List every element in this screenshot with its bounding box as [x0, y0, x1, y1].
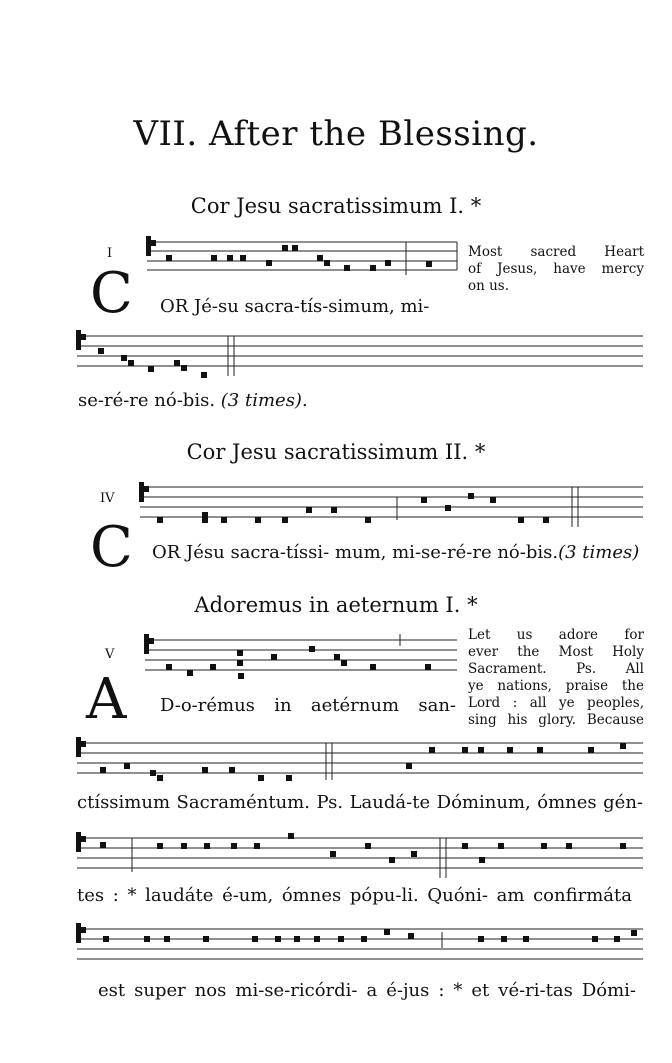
lyric-line-1-2 — [78, 390, 308, 411]
translation-3-line: Sacrament. Ps. All — [468, 661, 644, 677]
mode-number-3: V — [105, 647, 115, 662]
lyric-text: OR Jésu sacra-tíssi- mum, mi-se-ré-re nó-bis. — [152, 542, 559, 563]
translation-3-line: Let us adore for — [468, 627, 644, 643]
initial-letter-3: A — [86, 667, 127, 732]
mode-number-1: I — [107, 246, 113, 261]
translation-1 — [468, 244, 644, 295]
repeat-note: (3 times) — [558, 542, 640, 563]
translation-3-line: Lord : all ye peoples, — [468, 695, 644, 711]
chant-heading-1: Cor Jesu sacratissimum I. * — [190, 194, 482, 218]
chant-heading-2: Cor Jesu sacratissimum II. * — [186, 440, 486, 464]
lyric-line-3-2: ctíssimum Sacraméntum. Ps. Laudá-te Dóminum, ómnes gén- — [77, 792, 643, 813]
translation-1-line: on us. — [468, 278, 510, 294]
lyric-line-3-1: D-o-rémus in aetérnum san- — [160, 695, 456, 716]
translation-3-line: sing his glory. Because — [468, 712, 644, 728]
translation-1-line: Most sacred Heart — [468, 244, 644, 260]
repeat-note: (3 times). — [220, 390, 308, 411]
translation-3-line: ye nations, praise the — [468, 678, 644, 694]
lyric-line-3-4: est super nos mi-se-ricórdi- a é-jus : * et vé-ri-tas Dómi- — [98, 980, 636, 1001]
initial-letter-1: C — [90, 261, 133, 326]
initial-letter-2: C — [90, 515, 133, 580]
lyric-line-3-3: tes : * laudáte é-um, ómnes pópu-li. Quóni- am confirmáta — [77, 885, 632, 906]
translation-3-line: ever the Most Holy — [468, 644, 644, 660]
lyric-line-1-1: OR Jé-su sacra-tís-simum, mi- — [160, 296, 430, 317]
mode-number-2: IV — [100, 491, 115, 506]
translation-1-line: of Jesus, have mercy — [468, 261, 644, 277]
chant-heading-3: Adoremus in aeternum I. * — [194, 593, 478, 617]
page-title: VII. After the Blessing. — [133, 114, 539, 154]
lyric-line-2-1 — [152, 542, 639, 563]
translation-3 — [468, 627, 644, 729]
lyric-text: se-ré-re nó-bis. — [78, 390, 216, 411]
